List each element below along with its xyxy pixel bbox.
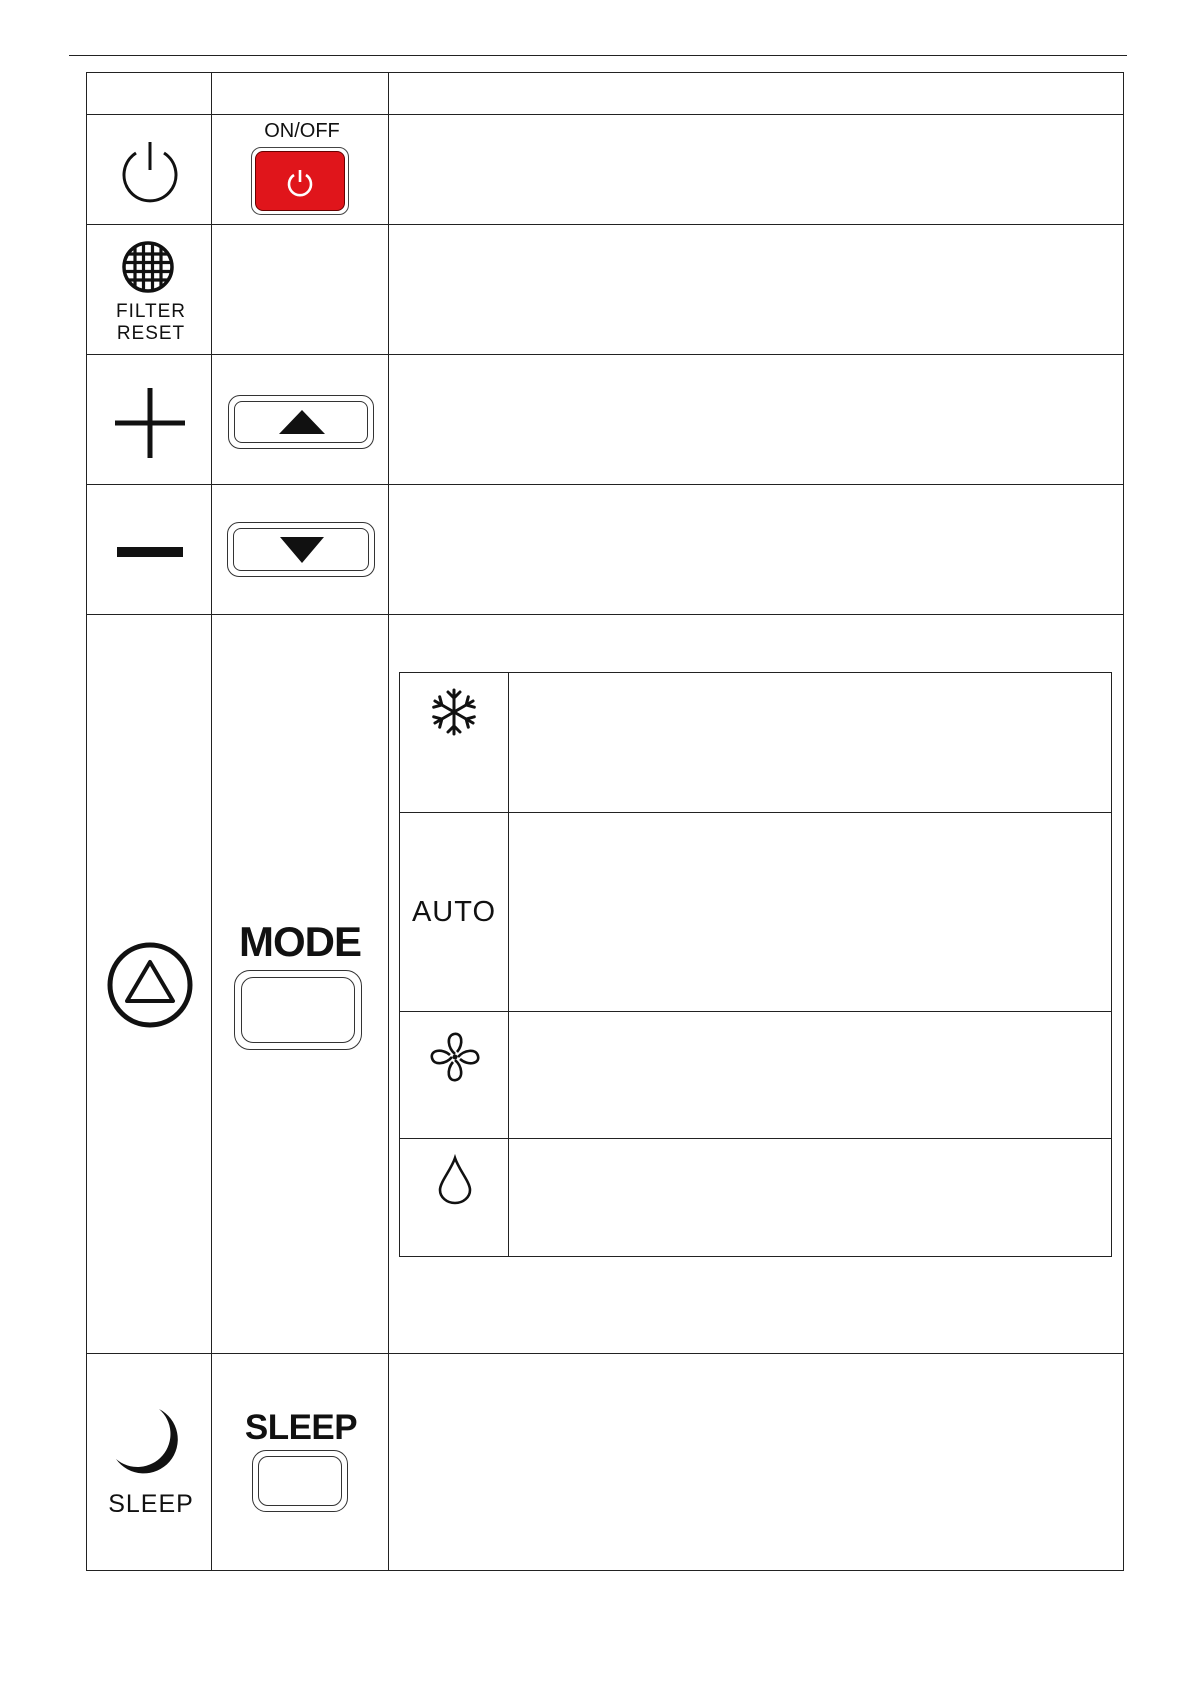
mode-row-divider: [399, 1011, 1112, 1012]
mode-label: MODE: [239, 918, 361, 965]
up-arrow-icon: [279, 410, 325, 434]
droplet-icon: [437, 1156, 473, 1204]
mode-button[interactable]: [234, 970, 362, 1050]
filter-grid-icon: [121, 240, 175, 294]
mode-table: [399, 672, 1112, 1257]
mode-row-divider: [399, 812, 1112, 813]
snowflake-icon: [429, 687, 479, 737]
filter-label-line2: RESET: [116, 323, 186, 344]
auto-mode-label: AUTO: [411, 896, 497, 928]
onoff-button[interactable]: [251, 147, 349, 215]
mode-table-divider: [508, 672, 509, 1257]
sleep-button-label: SLEEP: [244, 1408, 358, 1447]
header-rule: [69, 55, 1127, 56]
row-divider: [86, 224, 1124, 225]
column-divider-1: [211, 72, 212, 1571]
moon-icon: [114, 1407, 186, 1479]
down-arrow-icon: [280, 537, 324, 563]
fan-icon: [428, 1030, 482, 1084]
onoff-label: ON/OFF: [264, 120, 340, 142]
mode-triangle-icon: [106, 941, 194, 1029]
filter-label-line1: FILTER: [115, 301, 187, 322]
column-divider-2: [388, 72, 389, 1571]
plus-icon: [113, 386, 187, 460]
mode-row-divider: [399, 1138, 1112, 1139]
row-divider: [86, 114, 1124, 115]
sleep-icon-label: SLEEP: [108, 1490, 194, 1518]
down-button[interactable]: [227, 522, 375, 577]
minus-icon: [117, 547, 183, 557]
row-divider: [86, 1353, 1124, 1354]
up-button[interactable]: [228, 395, 374, 449]
row-divider: [86, 484, 1124, 485]
power-icon: [120, 140, 180, 202]
sleep-button[interactable]: [252, 1450, 348, 1512]
power-icon: [287, 168, 313, 196]
row-divider: [86, 354, 1124, 355]
row-divider: [86, 614, 1124, 615]
